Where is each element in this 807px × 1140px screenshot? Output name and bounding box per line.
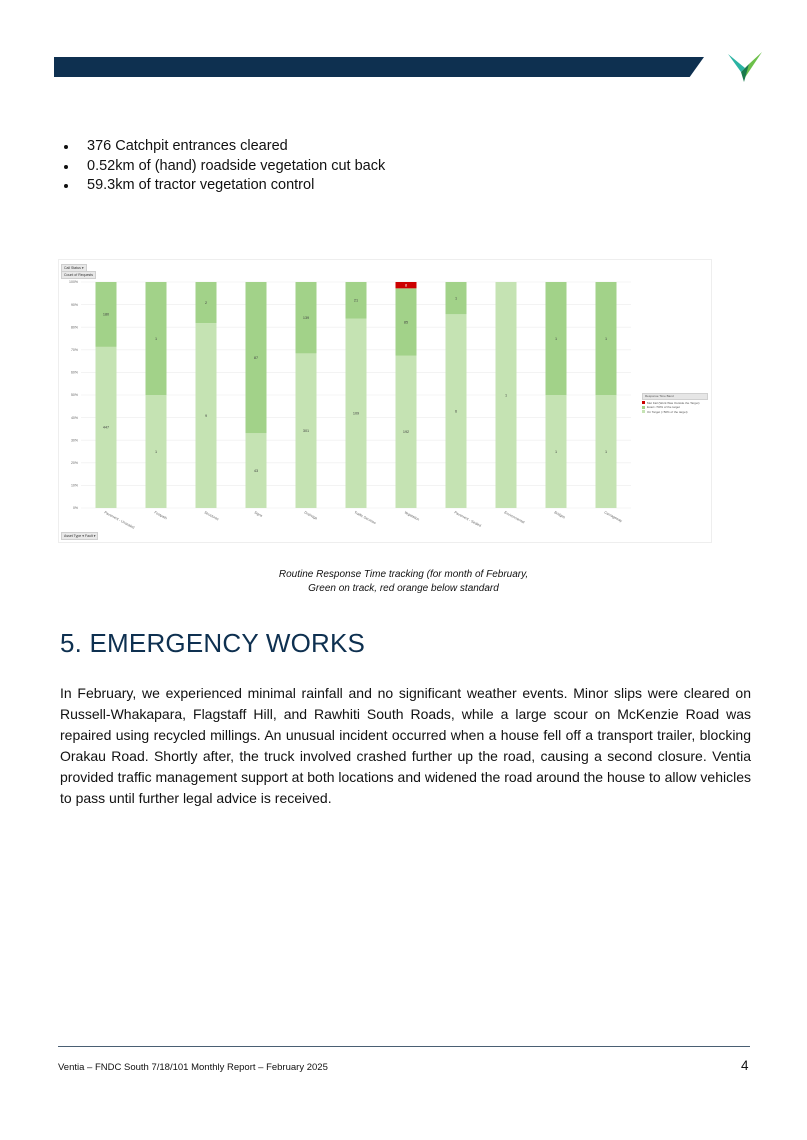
- data-label: 180: [102, 312, 110, 317]
- y-tick-label: 70%: [70, 348, 78, 352]
- y-tick-label: 60%: [70, 370, 78, 375]
- chart-legend: [642, 393, 708, 414]
- data-label: 8: [404, 283, 408, 288]
- x-tick-label: Environmental: [503, 510, 526, 525]
- data-label: 6: [454, 409, 458, 414]
- header-bar: [54, 57, 704, 77]
- data-label: 301: [302, 428, 310, 433]
- data-label: 1: [554, 336, 558, 341]
- chart-plot: [59, 260, 639, 542]
- list-item: 376 Catchpit entrances cleared: [62, 137, 385, 157]
- x-tick-label: Vegetation: [403, 510, 421, 522]
- y-tick-label: 40%: [70, 415, 78, 420]
- footer-divider: [58, 1046, 750, 1047]
- legend-label: Exact <50% of the target: [647, 405, 680, 409]
- x-tick-label: Pavement - Sealed: [453, 510, 482, 528]
- x-tick-label: Traffic Services: [353, 510, 377, 526]
- x-tick-label: Drainage: [303, 510, 318, 521]
- x-tick-label: Bridges: [553, 510, 566, 520]
- x-tick-label: Pavement - Unsealed: [103, 510, 136, 530]
- caption-line-2: Green on track, red orange below standard: [308, 582, 499, 594]
- legend-label: Met Fail (Work Was Outside the Target): [647, 400, 700, 405]
- y-tick-label: 90%: [70, 302, 78, 307]
- legend-label: On Target (<50% of the target): [647, 409, 688, 414]
- data-label: 1: [604, 336, 608, 341]
- y-tick-label: 80%: [70, 325, 78, 330]
- data-label: 192: [402, 430, 410, 435]
- data-label: 1: [504, 393, 508, 398]
- data-label: 1: [154, 336, 158, 341]
- data-label: 1: [154, 449, 158, 454]
- legend-title: Response Time Band: [642, 393, 708, 400]
- data-label: 1: [454, 296, 458, 301]
- chart-value-label: Count of Requests: [61, 271, 96, 279]
- data-label: 85: [403, 320, 409, 325]
- ventia-logo-icon: [728, 52, 762, 84]
- data-label: 2: [204, 300, 208, 305]
- x-tick-label: Signs: [253, 510, 264, 518]
- page-number: 4: [741, 1058, 749, 1073]
- x-tick-label: Carriageway: [603, 510, 623, 524]
- figure-caption: [0, 568, 807, 595]
- data-label: 447: [102, 425, 110, 430]
- data-label: 43: [253, 468, 259, 473]
- section-title: 5. EMERGENCY WORKS: [60, 628, 366, 658]
- data-label: 87: [253, 355, 259, 360]
- data-label: 9: [204, 413, 208, 418]
- list-item: 0.52km of (hand) roadside vegetation cut back: [62, 157, 385, 177]
- chart-filter-call-status[interactable]: Call Status ▾: [61, 264, 87, 272]
- y-tick-label: 100%: [69, 280, 78, 285]
- y-tick-label: 50%: [70, 393, 78, 398]
- list-item: 59.3km of tractor vegetation control: [62, 176, 385, 196]
- y-tick-label: 10%: [70, 483, 78, 488]
- footer-text: Ventia – FNDC South 7/18/101 Monthly Report – February 2025: [58, 1062, 328, 1073]
- y-tick-label: 30%: [70, 438, 78, 443]
- data-label: 1: [554, 449, 558, 454]
- x-tick-label: Structures: [203, 510, 220, 522]
- data-label: 1: [604, 449, 608, 454]
- bullet-list: [62, 137, 385, 196]
- x-tick-label: Footpath: [153, 510, 168, 521]
- legend-item-on-target: [642, 410, 708, 415]
- data-label: 139: [302, 315, 310, 320]
- response-time-chart: [58, 259, 712, 543]
- y-tick-label: 20%: [70, 461, 78, 465]
- chart-filter-asset-fault[interactable]: Asset Type ▾ Fault ▾: [61, 532, 98, 540]
- data-label: 109: [352, 411, 360, 416]
- caption-line-1: Routine Response Time tracking (for month of February,: [278, 569, 529, 580]
- y-tick-label: 0%: [72, 506, 78, 511]
- section-body: In February, we experienced minimal rainfall and no significant weather events. Minor slips were cleared on Russell-Whakapara, Flagstaff Hill, and Rawhiti South Roads, while a large scour on McKenzie Road was repaired using recycled millings. An unusual incident occurred when a house fell off a transport trailer, blocking Orakau Road. Shortly after, the truck involved crashed further up the road, causing a second closure. Ventia provided traffic management support at both locations and widened the road around the house to allow vehicles to pass until further legal advice is received.: [60, 685, 751, 806]
- data-label: 21: [353, 298, 359, 303]
